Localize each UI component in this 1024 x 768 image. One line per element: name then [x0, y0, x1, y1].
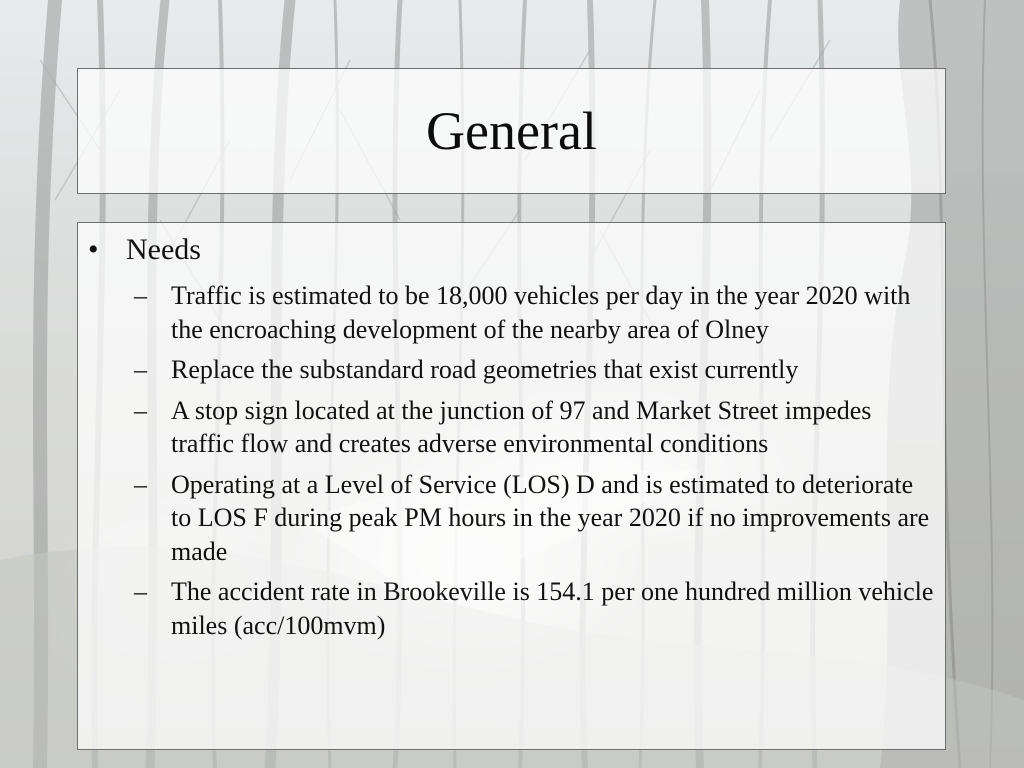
needs-sub-list — [134, 279, 934, 649]
dash-marker: – — [134, 281, 147, 310]
bullet-needs — [88, 233, 201, 267]
list-item — [134, 279, 934, 346]
slide-title: General — [426, 101, 597, 161]
list-item-text: Replace the substandard road geometries that exist currently — [171, 355, 799, 384]
list-item-text: The accident rate in Brookeville is 154.1 per one hundred million vehicle miles (acc/100mvm) — [171, 577, 934, 640]
dash-marker: – — [134, 469, 147, 499]
dash-marker: – — [134, 355, 147, 384]
content-panel — [77, 222, 946, 750]
list-item — [134, 353, 934, 387]
bullet-marker: • — [88, 233, 99, 266]
list-item — [134, 468, 934, 569]
list-item-text: A stop sign located at the junction of 97 and Market Street impedes traffic flow and creates adverse environmental conditions — [171, 395, 872, 458]
list-item — [134, 575, 934, 642]
list-item-text: Traffic is estimated to be 18,000 vehicles per day in the year 2020 with the encroaching development of the nearby area of Olney — [171, 281, 911, 344]
list-item-text: Operating at a Level of Service (LOS) D and is estimated to deteriorate to LOS F during peak PM hours in the year 2020 if no improvements are made — [171, 469, 930, 566]
dash-marker: – — [134, 395, 147, 425]
title-panel — [77, 68, 946, 194]
bullet-label: Needs — [126, 233, 201, 266]
dash-marker: – — [134, 577, 147, 606]
list-item — [134, 394, 934, 461]
